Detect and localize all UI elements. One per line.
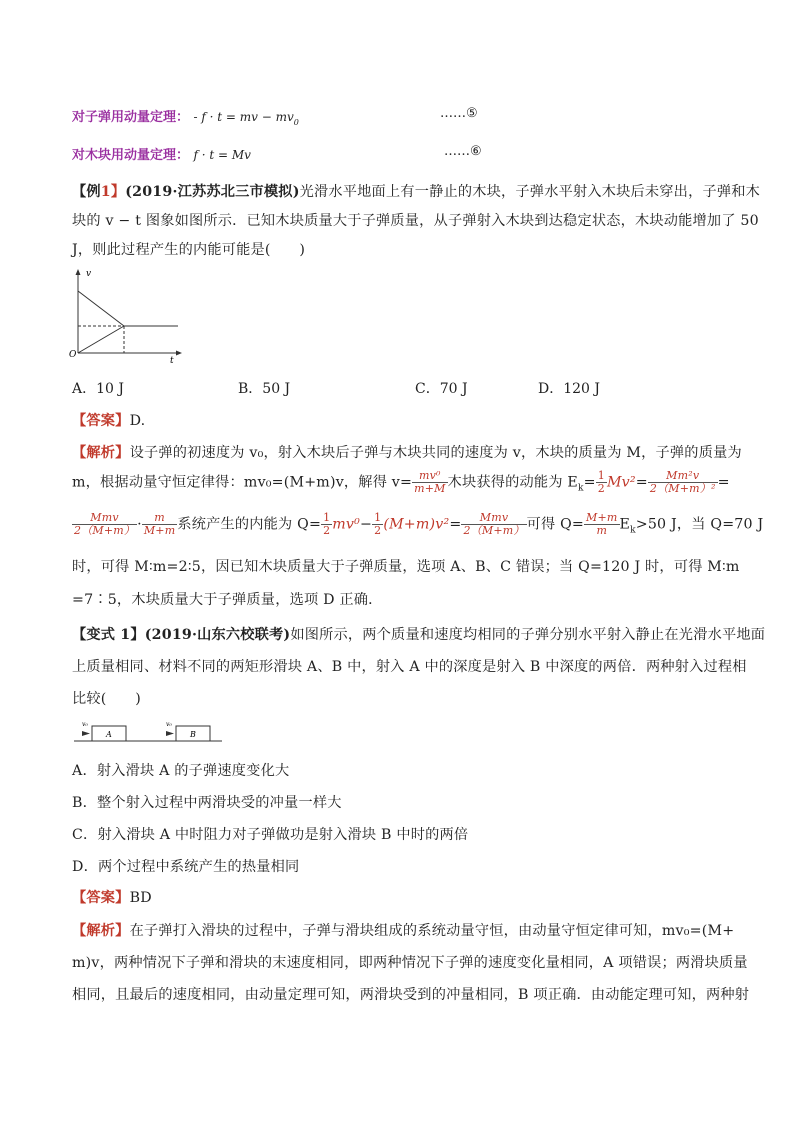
equation-number-6: ……⑥ [444, 144, 482, 159]
formula-subscript: 0 [293, 117, 299, 127]
block-b-label: B [190, 730, 196, 739]
example1-option-a: A．10 J [72, 381, 124, 397]
bullet-a [82, 731, 90, 736]
variant1-option-a: A．射入滑块 A 的子弹速度变化大 [72, 763, 290, 779]
x-axis-arrow [176, 351, 182, 356]
example1-analysis-line3: $\frac{\text{Mmv}}{2(M+m)}$ · $\frac{m}{M+m}$ 系统产生的内能为 Q= $\frac{1}{2}$ mv⁰− $\frac{1}{2}$ (M+m)v²= $\frac{\text{Mmv}}{2(M+m)}$ 可得 Q= $\frac{M+m}{m}$ $E_k>50$ J，当 Q=70 J [74, 511, 764, 537]
variant1-option-c: C．射入滑块 A 中时阻力对子弹做功是射入滑块 B 中时的两倍 [72, 827, 469, 843]
bullet-b [166, 731, 174, 736]
origin-label: O [69, 350, 77, 360]
example1-answer [72, 410, 145, 430]
answer-value: D. [129, 413, 146, 429]
bullet-b-velocity: v₀ [166, 721, 172, 728]
equation-number-5: ……⑤ [440, 106, 478, 121]
example1-option-d: D．120 J [538, 381, 601, 397]
y-axis-arrow [76, 269, 81, 275]
theorem-formula: - f · t = mv − mv [193, 110, 294, 124]
bullet-momentum-theorem [72, 106, 299, 127]
vt-graph [66, 265, 186, 365]
variant1-answer [72, 887, 152, 907]
variant1-option-d: D．两个过程中系统产生的热量相同 [72, 859, 300, 875]
answer-tag: 【答案】 [72, 413, 130, 429]
example1-analysis-line1: 【解析】设子弹的初速度为 v₀，射入木块后子弹与木块共同的速度为 v，木块的质量为 M，子弹的质量为 [72, 445, 742, 461]
example-source: (2019·江苏苏北三市模拟) [125, 184, 300, 200]
example1-line3: J，则此过程产生的内能可能是( ) [72, 242, 306, 258]
blocks-diagram [72, 718, 232, 746]
bullet-a-velocity: v₀ [82, 721, 88, 728]
velocity-fraction: $\frac{\text{mv⁰}}{m+M}$ [414, 469, 446, 495]
analysis-tag: 【解析】 [72, 923, 130, 939]
analysis-tag: 【解析】 [72, 445, 130, 461]
variant-tag: 【变式 1】 [72, 627, 145, 643]
answer-tag: 【答案】 [72, 890, 130, 906]
example-tag: 【例1】 [72, 184, 126, 200]
example1-line2: 块的 v − t 图象如图所示．已知木块质量大于子弹质量，从子弹射入木块到达稳定状态，木块动能增加了 50 [72, 213, 759, 229]
example1-analysis-line4: 时，可得 M∶m=2∶5，因已知木块质量大于子弹质量，选项 A、B、C 错误；当 Q=120 J 时，可得 M∶m [72, 559, 740, 575]
variant1-line3: 比较( ) [72, 691, 142, 707]
example1-option-b: B．50 J [238, 381, 291, 397]
variant1-line2: 上质量相同、材料不同的两矩形滑块 A、B 中，射入 A 中的深度是射入 B 中深度的两倍．两种射入过程相 [72, 659, 747, 675]
block-momentum-theorem [72, 144, 251, 163]
variant-source: (2019·山东六校联考) [144, 627, 291, 643]
variant1-analysis-line3: 相同，且最后的速度相同，由动量定理可知，两滑块受到的冲量相同，B 项正确．由动能定理可知，两种射 [72, 987, 750, 1003]
variant1-analysis-line2: m)v，两种情况下子弹和滑块的末速度相同，即两种情况下子弹的速度变化量相同，A 项错误；两滑块质量 [72, 955, 748, 971]
example1-analysis-line5: =7∶5，木块质量大于子弹质量，选项 D 正确． [72, 592, 383, 608]
variant1-analysis-line1: 【解析】在子弹打入滑块的过程中，子弹与滑块组成的系统动量守恒，由动量守恒定律可知，mv₀=(M+ [72, 923, 735, 939]
block-a-label: A [106, 730, 112, 739]
theorem-formula: f · t = Mv [193, 148, 251, 162]
bullet-velocity-line [78, 291, 124, 326]
example-text: 光滑水平地面上有一静止的木块，子弹水平射入木块后未穿出，子弹和木 [299, 184, 761, 200]
example1-option-c: C．70 J [415, 381, 468, 397]
example1-analysis-line2: m，根据动量守恒定律得：mv₀=(M+m)v，解得 v= $\frac{\text{mv⁰}}{m+M}$ 木块获得的动能为 $E_k=$ $\frac{1}{2}$ Mv²= $\frac{\text{Mm²v}}{\text{2（M+m）²}}$ = [72, 469, 730, 495]
x-axis-label: t [170, 356, 174, 365]
answer-value: BD [129, 890, 152, 906]
theorem-label: 对子弹用动量定理： [72, 110, 190, 125]
variant1-line1: 【变式 1】(2019·山东六校联考)如图所示，两个质量和速度均相同的子弹分别水平射入静止在光滑水平地面 [72, 627, 766, 643]
block-velocity-line [78, 326, 124, 353]
theorem-label: 对木块用动量定理： [72, 148, 190, 163]
example1-line1 [72, 181, 760, 201]
variant1-option-b: B．整个射入过程中两滑块受的冲量一样大 [72, 795, 342, 811]
y-axis-label: v [86, 269, 92, 279]
